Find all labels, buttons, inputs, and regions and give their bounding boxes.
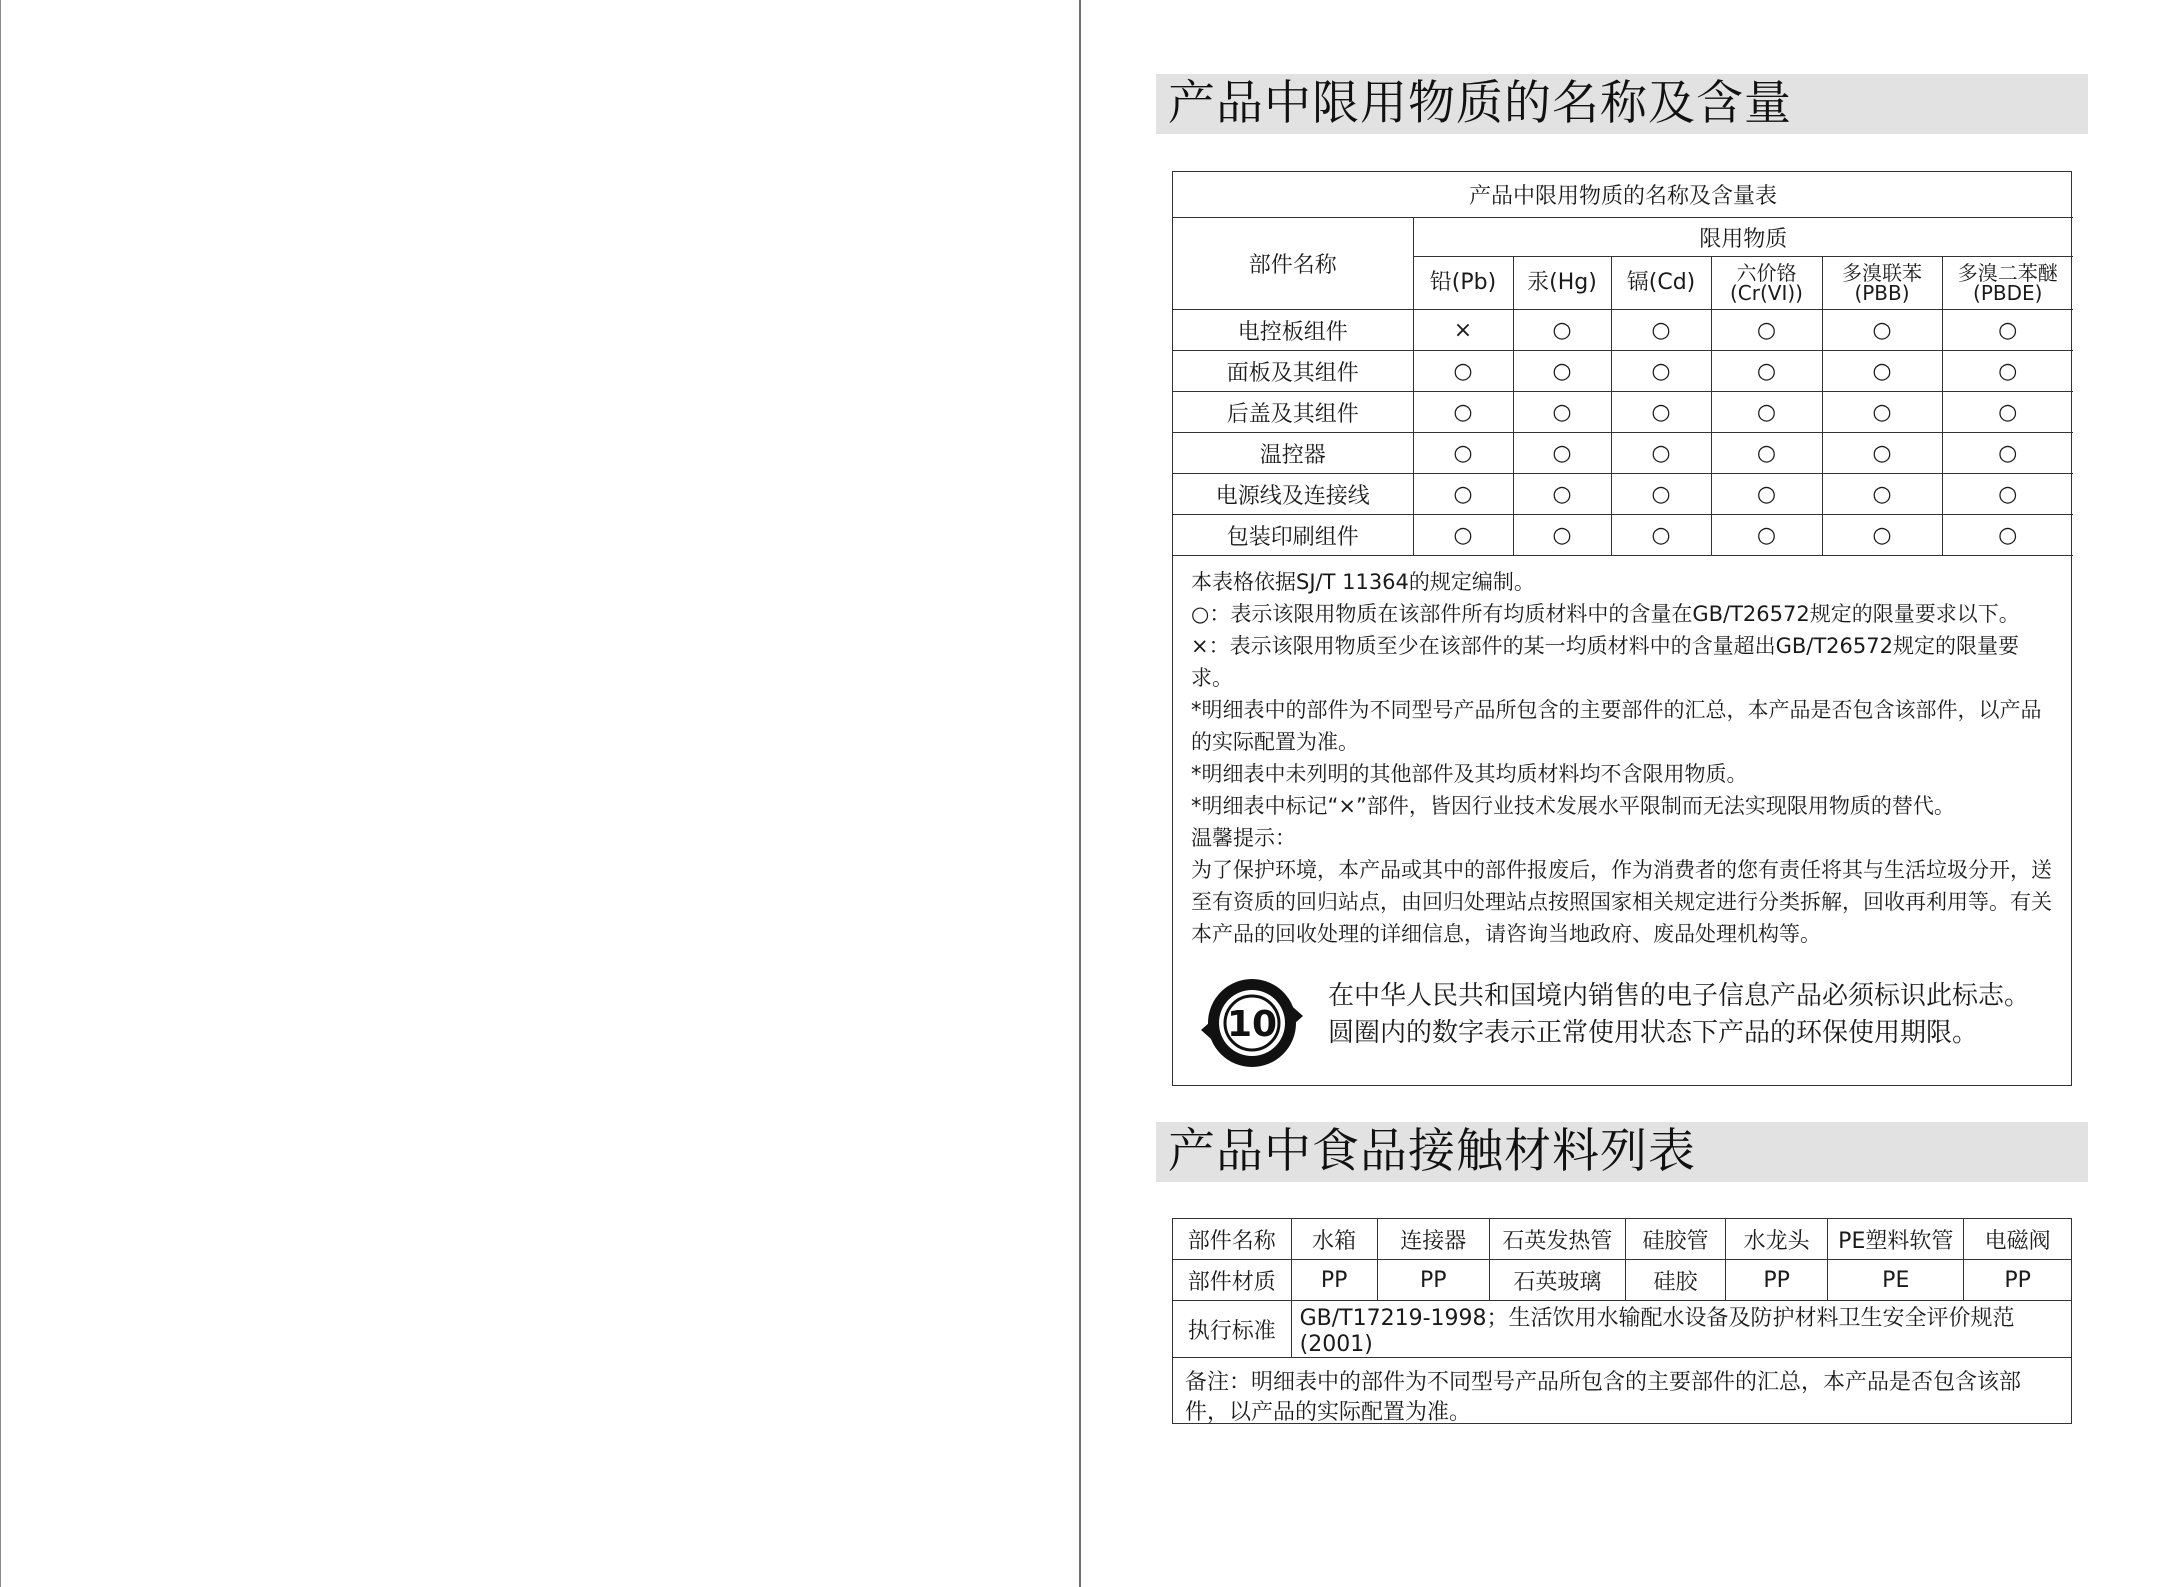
substance-header xyxy=(1822,257,1942,310)
substance-status-cell: ○ xyxy=(1942,351,2073,392)
substance-status-cell: ○ xyxy=(1513,392,1611,433)
substance-status-cell: ○ xyxy=(1711,433,1822,474)
part-material-row xyxy=(1173,1260,2071,1301)
food-contact-box xyxy=(1172,1218,2072,1424)
substance-status-cell: ○ xyxy=(1513,515,1611,556)
logo-number: 10 xyxy=(1226,1004,1278,1045)
substance-status-cell: ○ xyxy=(1413,392,1513,433)
substance-status-cell: ○ xyxy=(1942,474,2073,515)
substance-status-cell: ○ xyxy=(1942,310,2073,351)
table-row xyxy=(1173,515,2073,556)
part-material-cell: PP xyxy=(1964,1260,2071,1301)
substance-status-cell: ○ xyxy=(1822,474,1942,515)
note-line: ○：表示该限用物质在该部件所有均质材料中的含量在GB/T26572规定的限量要求以下。 xyxy=(1191,602,2020,626)
part-name-cell: 电磁阀 xyxy=(1964,1219,2071,1260)
table-caption: 产品中限用物质的名称及含量表 xyxy=(1173,172,2073,218)
page-edge-line xyxy=(0,0,1,1587)
substance-header xyxy=(1513,257,1611,310)
substance-status-cell: ○ xyxy=(1822,515,1942,556)
notes-block xyxy=(1191,566,2057,950)
logo-text-line: 圆圈内的数字表示正常使用状态下产品的环保使用期限。 xyxy=(1328,1018,1979,1048)
table-row xyxy=(1173,310,2073,351)
note-row xyxy=(1173,1358,2071,1463)
table-row xyxy=(1173,433,2073,474)
substance-status-cell: ○ xyxy=(1413,474,1513,515)
restricted-substances-box xyxy=(1172,171,2072,1086)
note-line: *明细表中的部件为不同型号产品所包含的主要部件的汇总，本产品是否包含该部件，以产品的实际配置为准。 xyxy=(1191,698,2042,754)
substance-status-cell: ○ xyxy=(1611,310,1711,351)
substance-header xyxy=(1942,257,2073,310)
substance-header xyxy=(1413,257,1513,310)
row-label: 部件名称 xyxy=(1173,1219,1291,1260)
part-name: 电源线及连接线 xyxy=(1173,474,1413,515)
substance-status-cell: ○ xyxy=(1711,392,1822,433)
part-name-cell: 水龙头 xyxy=(1726,1219,1828,1260)
substance-status-cell: ○ xyxy=(1942,392,2073,433)
part-name: 电控板组件 xyxy=(1173,310,1413,351)
table-row xyxy=(1173,474,2073,515)
substance-status-cell: ○ xyxy=(1611,433,1711,474)
substance-status-cell: ○ xyxy=(1413,433,1513,474)
substance-status-cell: ○ xyxy=(1513,310,1611,351)
note-line: 本表格依据SJ/T 11364的规定编制。 xyxy=(1191,570,1535,594)
note-line: ×：表示该限用物质至少在该部件的某一均质材料中的含量超出GB/T26572规定的限量要求。 xyxy=(1191,634,2019,690)
substance-name: 汞(Hg) xyxy=(1527,270,1597,295)
eco-use-period-logo-icon xyxy=(1199,970,1305,1076)
substance-name: 多溴联苯 xyxy=(1842,261,1922,285)
part-name-cell: 水箱 xyxy=(1291,1219,1377,1260)
table-caption-row xyxy=(1173,172,2073,218)
row-label: 执行标准 xyxy=(1173,1301,1291,1358)
substance-status-cell: × xyxy=(1413,310,1513,351)
table-body xyxy=(1173,310,2073,556)
section-title-food-contact: 产品中食品接触材料列表 xyxy=(1156,1122,2088,1182)
section-title-restricted-substances: 产品中限用物质的名称及含量 xyxy=(1156,74,2088,134)
note-line: 温馨提示： xyxy=(1191,826,1296,850)
logo-description xyxy=(1328,978,2030,1052)
substance-status-cell: ○ xyxy=(1711,310,1822,351)
substance-name: 多溴二苯醚 xyxy=(1957,261,2058,285)
substance-header xyxy=(1611,257,1711,310)
substance-status-cell: ○ xyxy=(1611,392,1711,433)
part-material-cell: PP xyxy=(1377,1260,1489,1301)
substance-status-cell: ○ xyxy=(1413,515,1513,556)
table-group-header-row xyxy=(1173,218,2073,257)
logo-text-line: 在中华人民共和国境内销售的电子信息产品必须标识此标志。 xyxy=(1328,981,2031,1011)
part-material-cell: PP xyxy=(1291,1260,1377,1301)
substance-status-cell: ○ xyxy=(1611,515,1711,556)
substance-status-cell: ○ xyxy=(1942,433,2073,474)
part-name: 后盖及其组件 xyxy=(1173,392,1413,433)
substance-status-cell: ○ xyxy=(1611,351,1711,392)
note-line: *明细表中标记“×”部件，皆因行业技术发展水平限制而无法实现限用物质的替代。 xyxy=(1191,794,1955,818)
substance-status-cell: ○ xyxy=(1711,515,1822,556)
part-name-cell: 石英发热管 xyxy=(1489,1219,1625,1260)
part-name-cell: 硅胶管 xyxy=(1625,1219,1725,1260)
restricted-substances-table xyxy=(1173,172,2073,556)
row-label: 部件材质 xyxy=(1173,1260,1291,1301)
substance-status-cell: ○ xyxy=(1513,351,1611,392)
standard-row xyxy=(1173,1301,2071,1358)
part-name: 面板及其组件 xyxy=(1173,351,1413,392)
substance-name: 铅(Pb) xyxy=(1429,270,1497,295)
substance-symbol: (PBDE) xyxy=(1973,281,2043,305)
substance-status-cell: ○ xyxy=(1611,474,1711,515)
note-line: *明细表中未列明的其他部件及其均质材料均不含限用物质。 xyxy=(1191,762,1748,786)
food-contact-table xyxy=(1173,1219,2071,1462)
substance-status-cell: ○ xyxy=(1413,351,1513,392)
part-material-cell: PE xyxy=(1828,1260,1964,1301)
substance-status-cell: ○ xyxy=(1513,433,1611,474)
part-name-row xyxy=(1173,1219,2071,1260)
substance-header xyxy=(1711,257,1822,310)
part-material-cell: 石英玻璃 xyxy=(1489,1260,1625,1301)
part-name-header: 部件名称 xyxy=(1173,218,1413,310)
part-material-cell: PP xyxy=(1726,1260,1828,1301)
substance-status-cell: ○ xyxy=(1822,392,1942,433)
part-name: 温控器 xyxy=(1173,433,1413,474)
substance-name: 六价铬 xyxy=(1736,261,1797,285)
substance-status-cell: ○ xyxy=(1513,474,1611,515)
substance-status-cell: ○ xyxy=(1711,351,1822,392)
substance-status-cell: ○ xyxy=(1822,351,1942,392)
substance-status-cell: ○ xyxy=(1822,433,1942,474)
substance-group-header: 限用物质 xyxy=(1413,218,2073,257)
substance-status-cell: ○ xyxy=(1822,310,1942,351)
table-note: 备注：明细表中的部件为不同型号产品所包含的主要部件的汇总，本产品是否包含该部件，以产品的实际配置为准。 xyxy=(1173,1358,2071,1463)
part-name-cell: 连接器 xyxy=(1377,1219,1489,1260)
substance-symbol: (Cr(VI)) xyxy=(1730,281,1803,305)
note-line: 为了保护环境，本产品或其中的部件报废后，作为消费者的您有责任将其与生活垃圾分开，送至有资质的回归站点，由回归处理站点按照国家相关规定进行分类拆解，回收再利用等。有关本产品的回收处理的详细信息，请咨询当地政府、废品处理机构等。 xyxy=(1191,858,2052,946)
substance-symbol: (PBB) xyxy=(1854,281,1910,305)
part-material-cell: 硅胶 xyxy=(1625,1260,1725,1301)
table-row xyxy=(1173,392,2073,433)
substance-status-cell: ○ xyxy=(1711,474,1822,515)
part-name: 包装印刷组件 xyxy=(1173,515,1413,556)
table-row xyxy=(1173,351,2073,392)
substance-name: 镉(Cd) xyxy=(1626,270,1696,295)
standard-value: GB/T17219-1998；生活饮用水输配水设备及防护材料卫生安全评价规范(2001) xyxy=(1291,1301,2071,1358)
part-name-cell: PE塑料软管 xyxy=(1828,1219,1964,1260)
substance-status-cell: ○ xyxy=(1942,515,2073,556)
